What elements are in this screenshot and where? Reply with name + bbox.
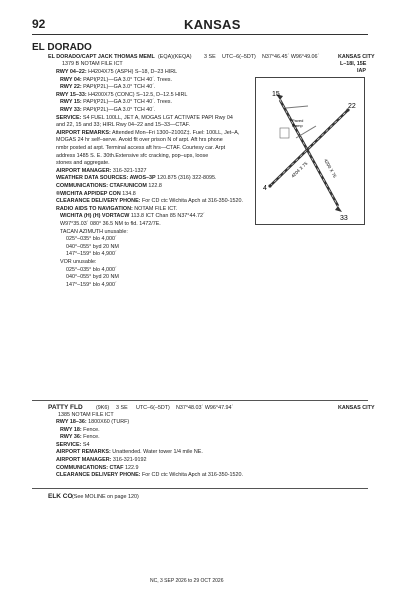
detail-label: CLEARANCE DELIVERY PHONE: [56, 198, 141, 205]
detail-line [60, 434, 100, 441]
detail-line [56, 130, 239, 137]
detail-line [56, 457, 146, 464]
runway-15-33-centerline [280, 100, 338, 206]
detail-line [56, 137, 223, 144]
airport1-ident: (EQA)(KEQA) [158, 54, 192, 60]
detail-label: WEATHER DATA SOURCES: AWOS–3P [56, 175, 156, 182]
detail-text: H4204X75 (ASPH) S–18, D–23 HIRL [86, 69, 178, 75]
runway-label-22: 22 [348, 103, 356, 110]
runway-label-33: 33 [340, 215, 348, 222]
footer-effective-dates: NC, 3 SEP 2026 to 29 OCT 2026 [150, 578, 224, 584]
detail-text: PAPI(P2L)—GA 3.0° TCH 40´. [81, 107, 156, 113]
detail-line [56, 115, 233, 122]
detail-text: TACAN AZIMUTH unusable: [60, 228, 128, 235]
detail-line [66, 251, 117, 258]
section-divider-2 [32, 488, 368, 489]
detail-label: RWY 15: [60, 99, 82, 106]
detail-label: AIRPORT MANAGER: [56, 457, 112, 463]
detail-label: RWY 36: [60, 434, 82, 441]
airport1-iap: IAP [357, 68, 366, 74]
detail-text: 113.8 ICT Chan 85 N37°44.72´ [129, 213, 205, 220]
detail-line [66, 282, 117, 289]
runway-dimension-15-33: 4200 X 75 [323, 158, 338, 179]
detail-line [66, 274, 119, 281]
detail-line [60, 84, 156, 91]
detail-line [56, 198, 243, 205]
section-divider-1 [32, 400, 368, 401]
detail-label: ®WICHITA APP/DEP CON [56, 190, 121, 197]
detail-line [56, 449, 203, 456]
airport-diagram-svg [256, 78, 364, 224]
detail-line [56, 183, 162, 190]
elk-co-title: ELK CO [48, 493, 73, 500]
detail-label: AIRPORT REMARKS: [56, 129, 111, 136]
detail-label: SERVICE: [56, 114, 82, 121]
airport1-utc: UTC–6(–5DT) [222, 54, 256, 60]
detail-text: Unattended. Water tower 1/4 mile NE. [110, 449, 203, 456]
detail-label: RWY 15–33: [56, 91, 87, 98]
detail-line [60, 229, 128, 236]
detail-label: AIRPORT REMARKS: [56, 449, 111, 456]
detail-text: VOR unusable: [60, 259, 97, 265]
airport2-elevation: 1385 NOTAM FILE ICT [58, 412, 114, 418]
detail-label: RWY 04: [60, 76, 82, 83]
airport2-region: KANSAS CITY [338, 405, 375, 411]
ramp-label: Paved [292, 118, 304, 123]
detail-line [60, 99, 172, 106]
detail-line [56, 206, 177, 213]
detail-label: RWY 22: [60, 84, 82, 91]
airport2-utc: UTC–6(–5DT) [136, 405, 170, 411]
city-name: EL DORADO [32, 42, 92, 53]
detail-text: 122.9 [123, 464, 139, 471]
runway-label-4: 4 [263, 185, 267, 192]
detail-text: nmbr posted at arpt. Terminal access aft hrs—CTAF. Courtesy car. Arpt [56, 145, 226, 151]
runway-label-15: 15 [272, 91, 280, 98]
detail-label: COMMUNICATIONS: CTAF [56, 464, 124, 471]
airport2-ident: (9K6) [96, 405, 110, 411]
detail-text: Fence. [81, 434, 100, 441]
header-divider [32, 34, 368, 35]
detail-text: PAPI(P2L)—GA 3.0° TCH 40´. [81, 84, 156, 91]
detail-text: W97°35.03´ 080° 36.5 NM to fld. 1472/7E. [60, 221, 161, 227]
detail-text: MOGAS 24 hr self–serve. Avoid flt over prison N of arpt. Aft hrs phone [56, 137, 223, 144]
detail-text: Fence. [81, 426, 100, 433]
detail-text: 147°–159° blo 4,900´ [66, 251, 117, 258]
detail-text: PAPI(P2L)—GA 3.0° TCH 40´. Trees. [81, 99, 173, 106]
airport2-dist: 3 SE [116, 405, 128, 411]
detail-line [56, 160, 110, 167]
detail-line [66, 236, 117, 243]
detail-text: 316-321-9192 [111, 457, 147, 463]
detail-line [56, 153, 208, 160]
detail-line [56, 92, 187, 99]
detail-text: Attended Mon–Fri 1300–2100Z‡. Fuel: 100LL, Jet–A, [110, 129, 240, 136]
page-number: 92 [32, 17, 46, 31]
airport1-region: KANSAS CITY [338, 54, 375, 60]
detail-line [56, 69, 177, 76]
detail-text: address 1485 S. E. 30th.Extensive sfc cracking, pop–ups, loose [56, 152, 209, 159]
detail-line [56, 145, 225, 152]
airport2-title: PATTY FLD [48, 404, 83, 411]
detail-label: SERVICE: [56, 441, 82, 448]
detail-text: 040°–055° byd 20 NM [66, 243, 119, 250]
detail-text: For CD ctc Wichita Apch at 316-350-1520. [140, 198, 243, 205]
detail-text: H4200X75 (CONC) S–12.5, D–12.5 HIRL [86, 91, 188, 98]
detail-text: 120.875 (316) 322-8095. [155, 175, 217, 182]
threshold-4-mark [268, 184, 271, 187]
airport1-dist: 3 SE [204, 54, 216, 60]
airport2-coords: N37°48.03´ W96°47.94´ [176, 405, 234, 411]
ramp-area [280, 128, 289, 138]
detail-text: 025°–035° blo 4,000´ [66, 266, 117, 273]
detail-text: NOTAM FILE ICT. [132, 205, 178, 212]
detail-text: 122.8 [146, 183, 162, 189]
detail-label: RWY 33: [60, 107, 82, 113]
airport1-chart-codes: L–18I, 15E [340, 61, 367, 67]
detail-line [66, 267, 117, 274]
detail-text: S4 FUEL 100LL, JET A, MOGAS LGT ACTIVATE PAPI Rwy 04 [81, 114, 233, 121]
detail-line [60, 107, 156, 114]
elk-co-reference: (See MOLINE on page 120) [72, 494, 139, 500]
detail-line [60, 221, 161, 228]
state-title: KANSAS [184, 17, 241, 32]
detail-label: CLEARANCE DELIVERY PHONE: [56, 472, 141, 479]
detail-label: AIRPORT MANAGER: [56, 167, 112, 174]
detail-label: RWY 18: [60, 426, 82, 433]
airport-diagram [255, 77, 365, 225]
airport1-elevation: 1379 B NOTAM FILE ICT [62, 61, 123, 67]
detail-text: PAPI(P2L)—GA 3.0° TCH 40´. Trees. [81, 76, 173, 83]
detail-line [60, 213, 205, 220]
detail-label: RADIO AIDS TO NAVIGATION: [56, 205, 133, 212]
detail-line [56, 465, 138, 472]
detail-text: 134.8 [120, 190, 136, 197]
detail-line [60, 427, 100, 434]
ramp-label-2: Ramp [292, 123, 303, 128]
detail-label: RWY 18–36: [56, 419, 87, 425]
detail-line [60, 259, 97, 266]
detail-line [66, 244, 119, 251]
airport1-coords: N37°46.45´ W96°49.06´ [262, 54, 320, 60]
detail-line [56, 168, 146, 175]
detail-label: WICHITA (H) (H) VORTACW [60, 213, 130, 220]
detail-label: RWY 04–22: [56, 69, 87, 75]
detail-text: 025°–035° blo 4,000´ [66, 236, 117, 243]
detail-label: COMMUNICATIONS: CTAF/UNICOM [56, 183, 147, 189]
detail-text: 1800X60 (TURF) [86, 419, 130, 425]
runway-dimension-04-22: 4204 X 75 [290, 160, 309, 179]
taxiway [286, 106, 308, 108]
detail-line [56, 472, 243, 479]
detail-line [56, 419, 129, 426]
detail-line [56, 442, 89, 449]
detail-text: 147°–159° blo 4,900´ [66, 281, 117, 288]
detail-text: and 22, 15 and 33; HIRL Rwy 04–22 and 15–33—CTAF. [56, 122, 190, 129]
detail-line [60, 77, 172, 84]
detail-line [56, 122, 190, 129]
detail-text: S4 [81, 441, 90, 448]
detail-text: 316-321-1327 [111, 167, 147, 174]
detail-line [56, 191, 136, 198]
airport1-title: EL DORADO/CAPT JACK THOMAS MEML [48, 54, 155, 60]
detail-text: For CD ctc Wichita Apch at 316-350-1520. [140, 472, 243, 479]
detail-line [56, 175, 216, 182]
detail-text: 040°–055° byd 20 NM [66, 274, 119, 281]
threshold-33-arrow [335, 206, 342, 212]
detail-text: stones and aggregate. [56, 160, 110, 167]
